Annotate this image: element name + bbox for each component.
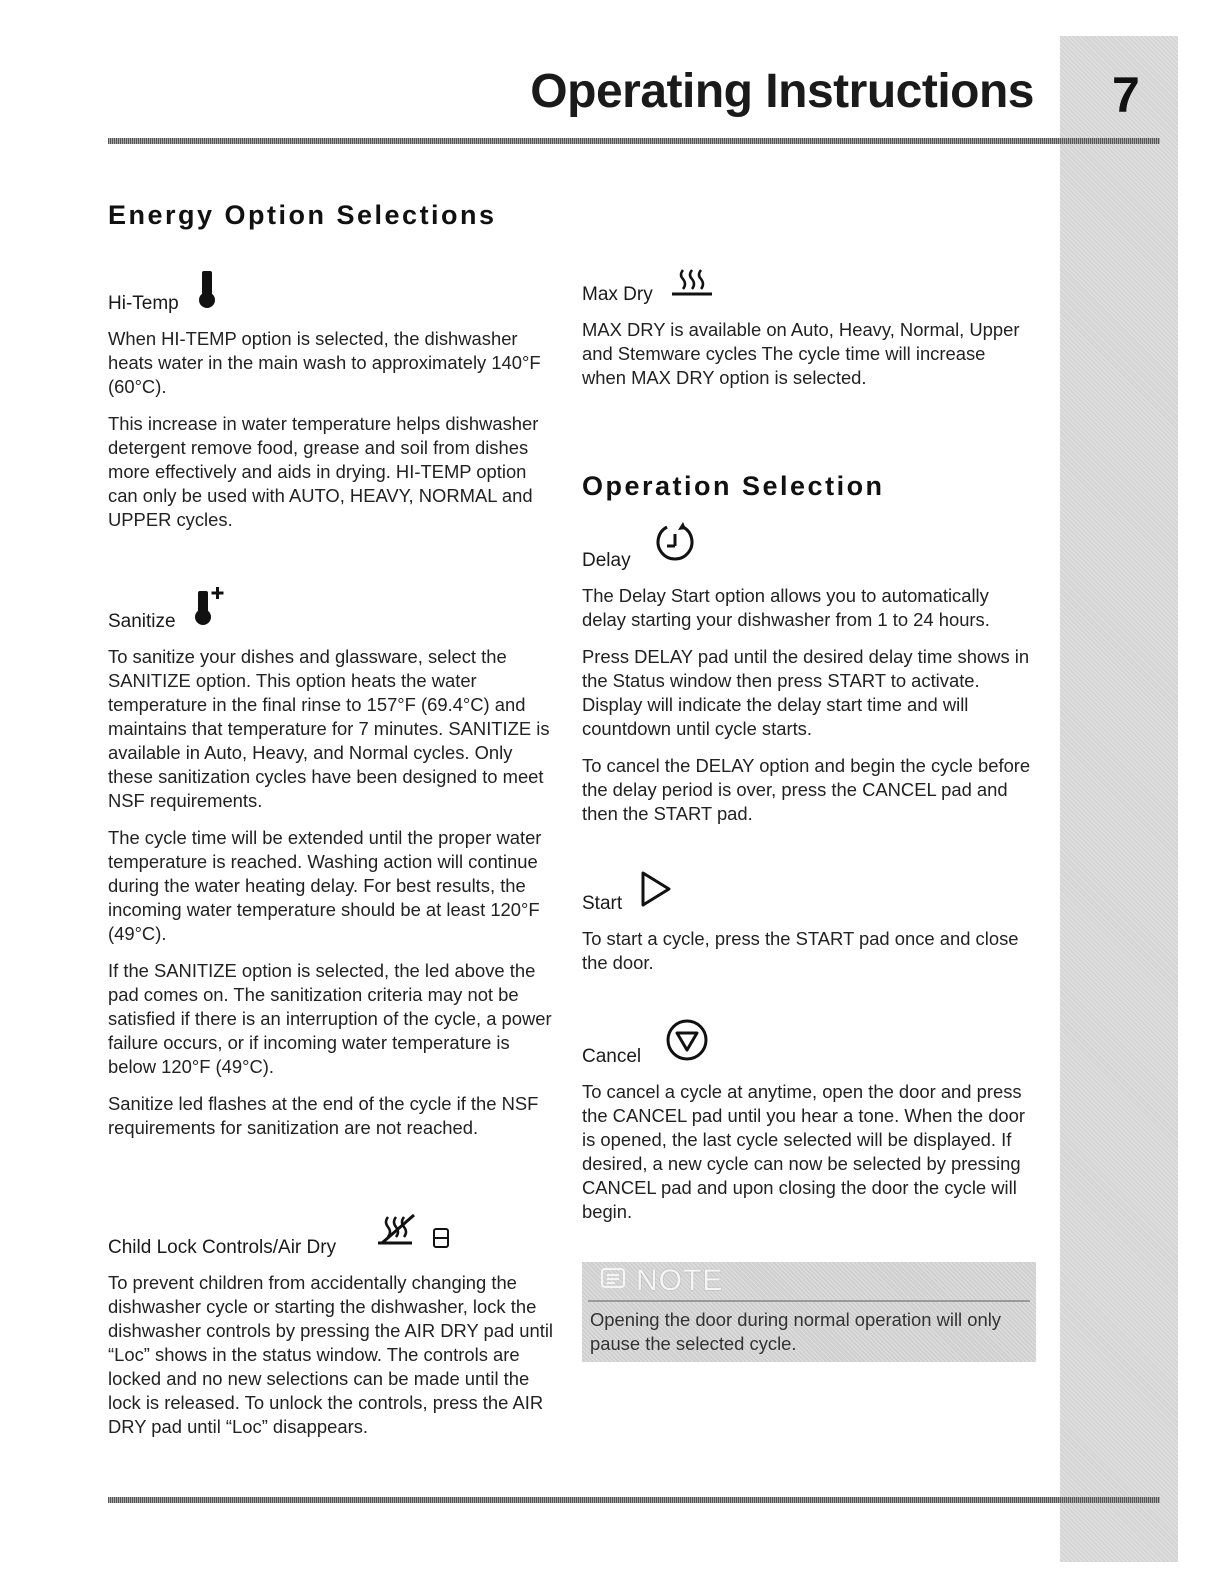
play-icon (638, 869, 674, 915)
start-label: Start (582, 893, 623, 914)
maxdry-paragraph-1: MAX DRY is available on Auto, Heavy, Normal, Upper and Stemware cycles The cycle time will increase when MAX DRY option is selected. (582, 319, 1020, 388)
thermometer-plus-icon (192, 583, 232, 633)
delay-paragraph-2: Press DELAY pad until the desired delay time shows in the Status window then press START to activate. Display will indicate the delay start time and will countdown until cycle starts. (582, 646, 1030, 739)
top-rule (108, 138, 1160, 144)
childlock-header (108, 1213, 558, 1259)
bottom-rule (108, 1497, 1160, 1503)
cancel-icon (665, 1018, 709, 1068)
maxdry-header (582, 268, 1034, 306)
start-paragraph-1: To start a cycle, press the START pad once and close the door. (582, 928, 1019, 973)
delay-paragraph-3: To cancel the DELAY option and begin the cycle before the delay period is over, press the CANCEL pad and then the START pad. (582, 755, 1031, 824)
hitemp-label: Hi-Temp (108, 293, 179, 314)
sanitize-paragraph-4: Sanitize led flashes at the end of the cycle if the NSF requirements for sanitization are not reached. (108, 1093, 539, 1138)
delay-header (582, 520, 1034, 572)
clock-icon (653, 520, 697, 572)
note-box (582, 1262, 1036, 1362)
page-title: Operating Instructions (530, 65, 1034, 118)
cancel-label: Cancel (582, 1046, 642, 1067)
sanitize-paragraph-3: If the SANITIZE option is selected, the led above the pad comes on. The sanitization criteria may not be satisfied if there is an interruption of the cycle, a power failure occurs, or if incoming water temperature is below 120°F (49°C). (108, 960, 552, 1077)
right-column (582, 268, 1034, 1237)
cancel-paragraph-1: To cancel a cycle at anytime, open the door and press the CANCEL pad until you hear a tone. When the door is opened, the last cycle selected will be displayed. If desired, a new cycle can now be selected by pressing CANCEL pad and upon closing the door the cycle will begin. (582, 1081, 1026, 1222)
air-dry-lock-icon (376, 1213, 466, 1259)
start-header (582, 869, 1034, 915)
delay-paragraph-1: The Delay Start option allows you to automatically delay starting your dishwasher from 1 to 24 hours. (582, 585, 990, 630)
side-tab (1060, 36, 1178, 1562)
note-icon (600, 1267, 628, 1296)
childlock-label: Child Lock Controls/Air Dry (108, 1237, 337, 1258)
sanitize-paragraph-1: To sanitize your dishes and glassware, select the SANITIZE option. This option heats the water temperature in the final rinse to 157°F (69.4°C) and maintains that temperature for 7 minutes. SANITIZE is available in Auto, Heavy, and Normal cycles. Only these sanitization cycles have been designed to meet NSF requirements. (108, 646, 550, 811)
operation-heading: Operation Selection (582, 471, 885, 501)
delay-label: Delay (582, 550, 631, 571)
left-column (108, 200, 558, 1452)
hitemp-paragraph-2: This increase in water temperature helps dishwasher detergent remove food, grease and soil from dishes more effectively and aids in drying. HI-TEMP option can only be used with AUTO, HEAVY, NORMAL and UPPER cycles. (108, 413, 539, 530)
maxdry-label: Max Dry (582, 284, 653, 305)
thermometer-icon (195, 269, 219, 315)
energy-heading: Energy Option Selections (108, 200, 497, 230)
note-text: Opening the door during normal operation will only pause the selected cycle. (590, 1309, 1001, 1354)
sanitize-header (108, 583, 558, 633)
childlock-paragraph-1: To prevent children from accidentally changing the dishwasher cycle or starting the dishwasher, lock the dishwasher controls by pressing the AIR DRY pad until “Loc” shows in the status window. The controls are locked and no new selections can be made until the lock is released. To unlock the controls, press the AIR DRY pad until “Loc” disappears. (108, 1272, 554, 1437)
page-number: 7 (1112, 67, 1140, 123)
note-title: NOTE (636, 1264, 724, 1297)
sanitize-label: Sanitize (108, 611, 176, 632)
sanitize-paragraph-2: The cycle time will be extended until the proper water temperature is reached. Washing action will continue during the water heating delay. For best results, the incoming water temperature should be at least 120°F (49°C). (108, 827, 542, 944)
cancel-header (582, 1018, 1034, 1068)
hitemp-paragraph-1: When HI-TEMP option is selected, the dishwasher heats water in the main wash to approximately 140°F (60°C). (108, 328, 541, 397)
hitemp-header (108, 269, 558, 315)
steam-icon (669, 268, 715, 306)
note-header (588, 1262, 1030, 1302)
